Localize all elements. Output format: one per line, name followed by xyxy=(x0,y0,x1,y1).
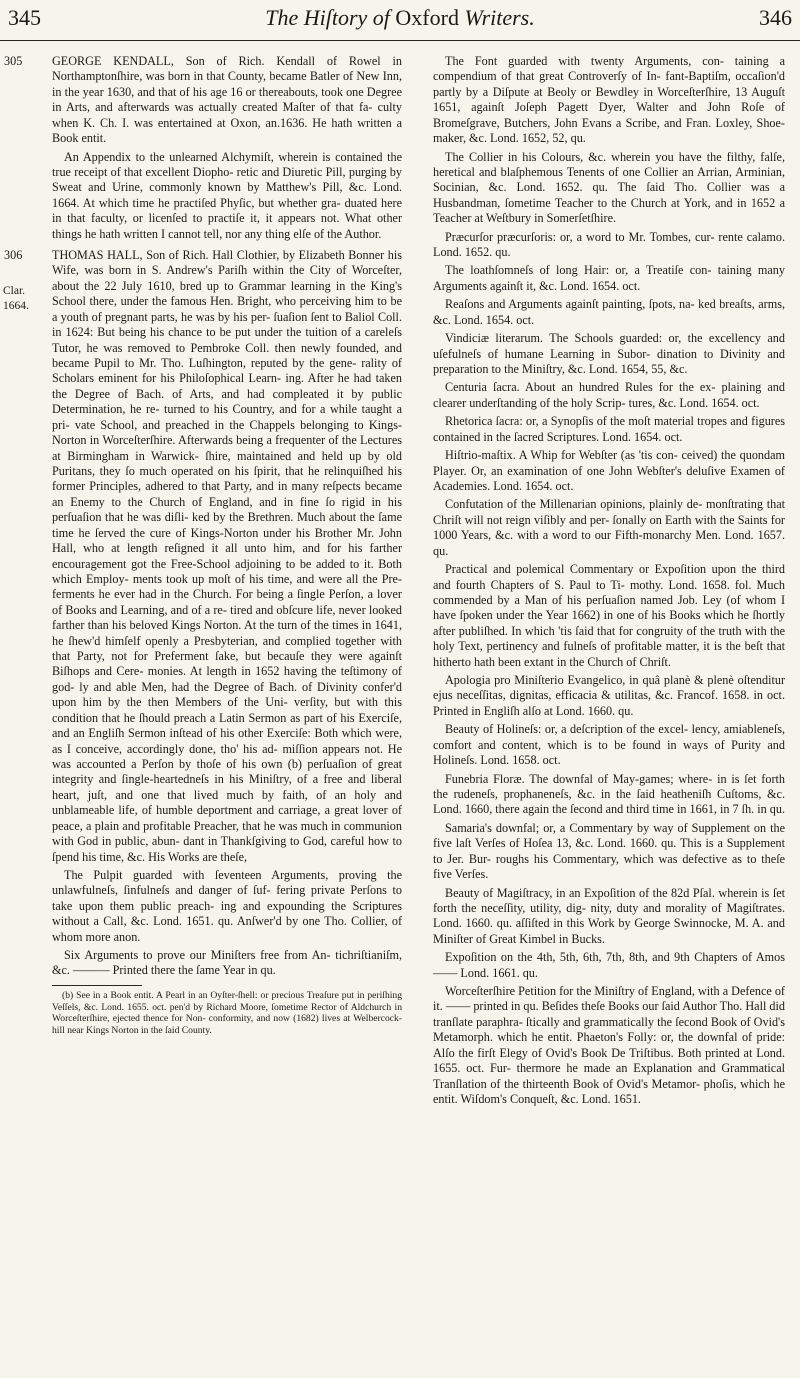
work-entry: Hiſtrio-maſtix. A Whip for Webſter (as 'tis con- ceived) the quondam Player. Or, an examination of one John Webſter's deluſive Examen of Academies. Lond. 1654. oct. xyxy=(433,448,785,493)
running-header xyxy=(0,0,800,41)
entry-paragraph: THOMAS HALL, Son of Rich. Hall Clothier, by Elizabeth Bonner his Wife, was born in S. Andrew's Pariſh within the City of Worceſter, about the 22 July 1610, bred up to Grammar learning in the King's School there, under the famous Hen. Bright, who perceiving him to be a youth of pregnant parts, he was by his per- ſuaſion ſent to Baliol Coll. in 1624: But being his chance to be put under the tuition of a careleſs Tutor, he was removed to Pembroke Coll. then newly founded, and became Pupil to Mr. Tho. Luſhington, reputed by the gene- rality of Scholars eminent for his Philoſophical Learn- ing. After he had taken the Degree of Bach. of Arts, and had compleated it by public Determination, he re- turned to his Country, and for a while taught a pri- vate School, and preached in the Chappels belonging to Kings-Norton in Worceſterſhire. Afterwards being a frequenter of the Lectures at Birmingham in Warwick- ſhire, maintained and held up by old Puritans, they ſo much operated on his ſpirit, that he relinquiſhed his former Principles, adhered to that Party, and in many reſpects became an Enemy to the Church of England, and in fine ſo rigid in his perſuaſion that he was diſli- ked by the Brethren. Much about the ſame time he ſerved the cure of Kings-Norton under his Brother Mr. John Hall, who at length reſigned it all unto him, and for his farther encouragement got the Free-School adjoining to be added to it. Both which Employ- ments took up moſt of his time, and were all the Pre- ferments he ever had in the Church. For being a ſingle Perſon, a lover of Books and Learning, and of a re- tired and obſcure life, never looked farther than his beloved Kings Norton. At the turn of the times in 1641, he ſhew'd himſelf openly a Presbyterian, and complied together with that Party, not for Preferment ſake, but becauſe they were againſt Biſhops and Cere- monies. At length in 1652 having the teſtimony of god- ly and able Men, had the Degree of Bach. of Divinity confer'd upon him by the then Members of the Uni- verſity, but with this condition that he ſhould preach a Latin Sermon as part of his Exerciſe, and an Engliſh Sermon inſtead of his other Exerciſe: Both which were, as I conceive, accordingly done, tho' his ad- miſſion appears not. He was accounted a Perſon by thoſe of his own (b) perſuaſion of great integrity and ſingle-heartedneſs in his Miniſtry, of a free and liberal heart, juſt, and one that lived much by faith, of an holy and unblameable life, of humble deportment and carriage, a great lover of peace, a plain and profitable Preacher, that he was much in communion with God in public, abun- dant in Thankſgiving to God, careful how to ſpend his time, &c. His Works are theſe, xyxy=(52,248,402,864)
work-entry: Centuria ſacra. About an hundred Rules for the ex- plaining and clearer underſtanding of the holy Scrip- tures, &c. Lond. 1654. oct. xyxy=(433,380,785,410)
footnote-divider xyxy=(52,985,142,986)
work-entry: Apologia pro Miniſterio Evangelico, in quâ planè & plenè oſtenditur ejus neceſſitas, dignitas, efficacia & utilitas, &c. Francof. 1658. in oct. Printed in Engliſh alſo at Lond. 1660. qu. xyxy=(433,673,785,718)
left-page-number: 345 xyxy=(8,5,41,30)
footnote: (b) See in a Book entit. A Pearl in an Oyſter-ſhell: or precious Treaſure put in periſhing Veſſels, &c. Lond. 1655. oct. pen'd by Richard Moore, ſometime Rector of Aldchurch in Worceſterſhire, ejected thence for Non- conformity, and now (1682) lives at Welbercock-hill near Kings Norton in the ſaid County. xyxy=(52,989,402,1036)
work-entry: The loathſomneſs of long Hair: or, a Treatiſe con- taining many Arguments againſt it, &c. Lond. 1654. oct. xyxy=(433,263,785,293)
work-entry: The Font guarded with twenty Arguments, con- taining a compendium of that great Controverſy of In- fant-Baptiſm, occaſion'd partly by a Diſpute at Beoly or Bewdley in Worceſterſhire, 13 Auguſt 1651, againſt Joſeph Pagett Dyer, Walter and John Roſe of Bromeſgrave, Butchers, John Evans a Scribe, and Fran. Loxley, Shoe- maker, &c. Lond. 1652, 52, qu. xyxy=(433,54,785,146)
title-italic: The Hiſtory of xyxy=(265,5,390,30)
margin-note-year: 1664. xyxy=(3,300,29,312)
work-entry: Rhetorica ſacra: or, a Synopſis of the moſt material tropes and figures contained in the ſacred Scriptures. Lond. 1654. oct. xyxy=(433,414,785,444)
work-entry: Practical and polemical Commentary or Expoſition upon the third and fourth Chapters of S. Paul to Ti- mothy. Lond. 1658. fol. Much commended by a Man of his perſuaſion named Job. Ley (of whom I have ſpoken under the Year 1662) in one of his Books which he ſhortly after publiſhed. In which 'tis ſaid that for congruity of the truth with the holy Text, pertinency and fulneſs of profitable matter, it is the beſt that hitherto hath been extant in the Church of Chriſt. xyxy=(433,562,785,669)
work-entry: Expoſition on the 4th, 5th, 6th, 7th, 8th, and 9th Chapters of Amos —— Lond. 1661. qu. xyxy=(433,950,785,980)
work-entry: Samaria's downfal; or, a Commentary by way of Supplement on the five laſt Verſes of Hoſea 13, &c. Lond. 1660. qu. This is a Supplement to Jer. Bur- roughs his Commentary, which was defective as to theſe five Verſes. xyxy=(433,820,785,882)
title-italic-2: Writers. xyxy=(464,5,535,30)
entry-paragraph: Six Arguments to prove our Miniſters free from An- tichriſtianiſm, &c. ——— Printed there the ſame Year in qu. xyxy=(52,948,402,978)
work-entry: Beauty of Magiſtracy, in an Expoſition of the 82d Pſal. wherein is ſet forth the neceſſity, utility, dig- nity, duty and morality of Magiſtrates. Lond. 1660. qu. aſſiſted in this Work by George Swinnocke, M. A. and Miniſter of Great Kimbel in Bucks. xyxy=(433,885,785,946)
work-entry: Worceſterſhire Petition for the Miniſtry of England, with a Defence of it. —— printed in qu. Beſides theſe Books our ſaid Author Tho. Hall did tranſlate paraphra- ſtically and grammatically the ſecond Book of Ovid's Metamorph. which he entit. Phaeton's Folly: or, the downfal of pride: Alſo the firſt Elegy of Ovid's Book De Triſtibus. Both printed at Lond. 1655. oct. Fur- thermore he made an Explanation and Grammatical Tranſlation of the thirteenth Book of Ovid's Metamor- phoſis, which he entit. Wiſdom's Conqueſt, &c. Lond. 1651. xyxy=(433,984,785,1106)
running-title xyxy=(0,5,800,31)
work-entry: Funebria Floræ. The downfal of May-games; where- in is ſet forth the rudeneſs, prophaneneſs, &c. in the ſaid heatheniſh Cuſtoms, &c. Lond. 1660, there again the ſecond and third time in 1661, in 7 ſh. in qu. xyxy=(433,771,786,817)
entry-kendall xyxy=(4,54,402,242)
work-entry: Reaſons and Arguments againſt painting, ſpots, na- ked breaſts, arms, &c. Lond. 1654. oct. xyxy=(433,297,785,327)
entry-paragraph: GEORGE KENDALL, Son of Rich. Kendall of Rowel in Northamptonſhire, was born in that County, became Batler of New Inn, in the year 1630, and that of his age 16 or thereabouts, took one Degree in Arts, and afterwards was actually created Maſter of that fa- culty when K. Ch. I. was entertained at Oxon, an.1636. He hath written a Book entit. xyxy=(52,54,402,146)
work-entry: Præcurſor præcurſoris: or, a word to Mr. Tombes, cur- rente calamo. Lond. 1652. qu. xyxy=(433,229,785,260)
entry-number: 306 xyxy=(4,248,23,263)
work-entry: The Collier in his Colours, &c. wherein you have the filthy, falſe, heretical and blaſphemous Tenents of one Collier an Arrian, Arminian, Socinian, &c. Lond. 1652. qu. The ſaid Tho. Collier was a Husbandman, ſometime Teacher to the Church at York, and in 1652 a Teacher at Weſtbury in Somerſetſhire. xyxy=(433,149,785,226)
work-entry: Beauty of Holineſs: or, a deſcription of the excel- lency, amiableneſs, comfort and content, which is to be found in ways of Purity and Holineſs. Lond. 1658. oct. xyxy=(433,722,785,768)
right-column xyxy=(433,54,785,1110)
entry-paragraph: The Pulpit guarded with ſeventeen Arguments, proving the unlawfulneſs, ſinfulneſs and danger of ſuf- fering private Perſons to take upon them public preach- ing and expounding the Scriptures without a Call, &c. Lond. 1651. qu. Anſwer'd by one Tho. Collier, of whom more anon. xyxy=(52,867,402,944)
right-page-number: 346 xyxy=(759,5,792,30)
work-entry: Confutation of the Millenarian opinions, plainly de- monſtrating that Chriſt will not reign viſibly and per- ſonally on Earth with the Saints for 1000 Years, &c. with a word to our Fifth-monarchy Men. Lond. 1657. qu. xyxy=(433,497,785,558)
work-entry: Vindiciæ literarum. The Schools guarded: or, the excellency and uſefulneſs of humane Learning in Subor- dination to Divinity and preparation to the Miniſtry, &c. Lond. 1654, 55, &c. xyxy=(433,331,785,377)
margin-note-clar: Clar. xyxy=(3,285,26,297)
entry-number: 305 xyxy=(4,54,23,68)
title-plain: Oxford xyxy=(395,5,459,30)
entry-paragraph: An Appendix to the unlearned Alchymiſt, wherein is contained the true receipt of that excellent Diopho- retic and Diuretic Pill, purging by Sweat and Urine, commonly known by Matthew's Pill, &c. Lond. 1664. At which time he practiſed Phyſic, but whether gra- duated here in that faculty, or licenſed to practiſe it, it appears not. What other things he hath written I cannot tell, nor any thing elſe of the Author. xyxy=(52,149,402,241)
